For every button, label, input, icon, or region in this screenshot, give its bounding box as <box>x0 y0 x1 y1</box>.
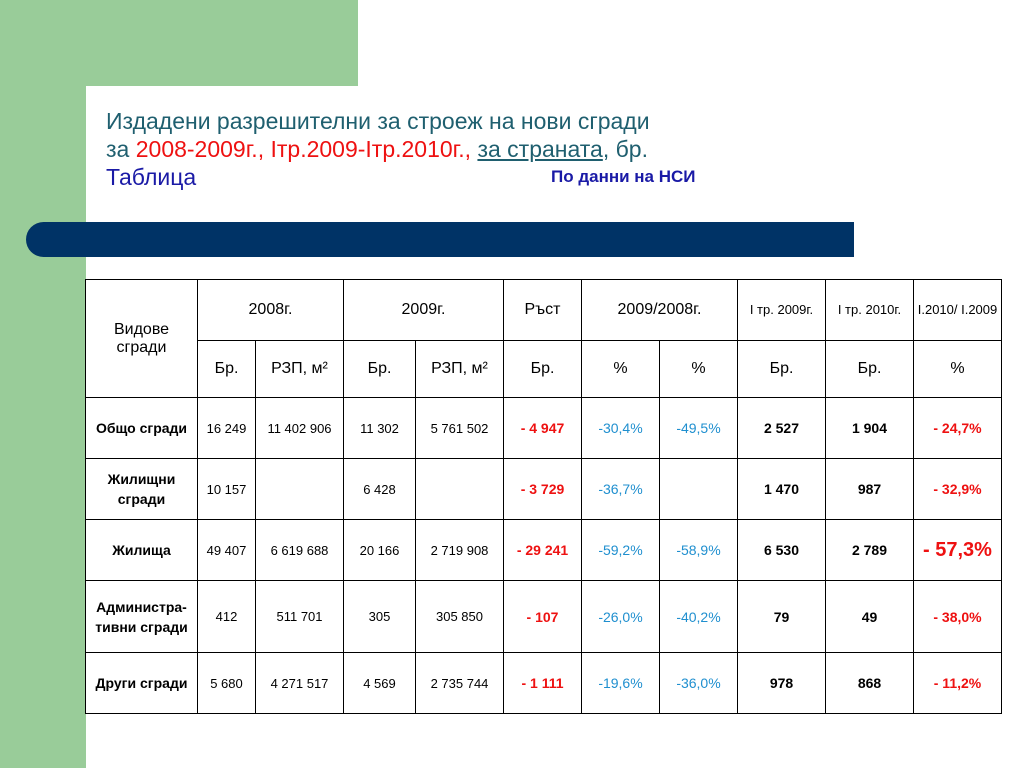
table-cell-growth: - 107 <box>504 581 582 653</box>
table-cell: 978 <box>738 653 826 714</box>
row-label: Администра-тивни сгради <box>86 581 198 653</box>
row-label: Други сгради <box>86 653 198 714</box>
table-cell-growth: - 1 111 <box>504 653 582 714</box>
decorative-green-band-left <box>0 0 86 768</box>
row-label: Жилищни сгради <box>86 459 198 520</box>
table-cell: 5 761 502 <box>416 398 504 459</box>
table-cell: 16 249 <box>198 398 256 459</box>
subheader-area: РЗП, м² <box>256 341 344 398</box>
table-cell: 1 470 <box>738 459 826 520</box>
header-building-types: Видове сгради <box>86 280 198 398</box>
subheader-count: Бр. <box>504 341 582 398</box>
table-cell: 6 530 <box>738 520 826 581</box>
table-cell-growth: - 29 241 <box>504 520 582 581</box>
table-cell-change-highlight: - 57,3% <box>914 520 1002 581</box>
table-cell: 6 619 688 <box>256 520 344 581</box>
table-cell: 49 <box>826 581 914 653</box>
subheader-count: Бр. <box>198 341 256 398</box>
table-cell <box>256 459 344 520</box>
table-cell-growth: - 4 947 <box>504 398 582 459</box>
table-cell-change: - 32,9% <box>914 459 1002 520</box>
header-row-2 <box>86 341 1002 398</box>
header-growth: Ръст <box>504 280 582 341</box>
table-cell: 10 157 <box>198 459 256 520</box>
table-cell-percent: -49,5% <box>660 398 738 459</box>
subheader-percent: % <box>582 341 660 398</box>
table-cell: 11 302 <box>344 398 416 459</box>
table-row <box>86 581 1002 653</box>
table-cell: 511 701 <box>256 581 344 653</box>
subheader-count: Бр. <box>738 341 826 398</box>
table-cell-percent: -58,9% <box>660 520 738 581</box>
header-ratio: 2009/2008г. <box>582 280 738 341</box>
table-cell-percent: -26,0% <box>582 581 660 653</box>
table-cell: 6 428 <box>344 459 416 520</box>
title-line-2 <box>106 135 746 163</box>
table-cell: 20 166 <box>344 520 416 581</box>
table-cell-percent <box>660 459 738 520</box>
header-2009: 2009г. <box>344 280 504 341</box>
table-cell: 412 <box>198 581 256 653</box>
title-country: за страната <box>477 136 603 162</box>
table-cell-change: - 24,7% <box>914 398 1002 459</box>
title-prefix: за <box>106 136 136 162</box>
subheader-percent: % <box>660 341 738 398</box>
building-permits-table <box>85 279 1002 714</box>
title-line-1: Издадени разрешителни за строеж на нови сгради <box>106 108 650 134</box>
table-cell-change: - 38,0% <box>914 581 1002 653</box>
table-cell-percent: -30,4% <box>582 398 660 459</box>
table-cell: 1 904 <box>826 398 914 459</box>
row-label: Жилища <box>86 520 198 581</box>
header-2008: 2008г. <box>198 280 344 341</box>
subheader-percent: % <box>914 341 1002 398</box>
table-cell: 2 527 <box>738 398 826 459</box>
row-label: Общо сгради <box>86 398 198 459</box>
table-cell: 5 680 <box>198 653 256 714</box>
table-row <box>86 653 1002 714</box>
table-cell: 305 850 <box>416 581 504 653</box>
header-q1-2009: I тр. 2009г. <box>738 280 826 341</box>
table-cell: 868 <box>826 653 914 714</box>
table-cell: 49 407 <box>198 520 256 581</box>
table-cell-percent: -19,6% <box>582 653 660 714</box>
title-line-3: Таблица <box>106 164 197 190</box>
table-cell: 4 569 <box>344 653 416 714</box>
header-i2010-i2009: I.2010/ I.2009 <box>914 280 1002 341</box>
table-row <box>86 520 1002 581</box>
table-cell: 987 <box>826 459 914 520</box>
title-period: 2008-2009г., Iтр.2009-Iтр.2010г., <box>135 136 472 162</box>
table-row <box>86 398 1002 459</box>
table-cell-percent: -40,2% <box>660 581 738 653</box>
decorative-green-band-top <box>0 0 358 86</box>
table-cell-percent: -36,0% <box>660 653 738 714</box>
table-cell: 79 <box>738 581 826 653</box>
subheader-area: РЗП, м² <box>416 341 504 398</box>
table-cell-percent: -59,2% <box>582 520 660 581</box>
table-cell: 2 719 908 <box>416 520 504 581</box>
table-row <box>86 459 1002 520</box>
table-cell-change: - 11,2% <box>914 653 1002 714</box>
table-cell-percent: -36,7% <box>582 459 660 520</box>
title-suffix: , бр. <box>602 136 648 162</box>
table-cell: 2 735 744 <box>416 653 504 714</box>
table-cell: 4 271 517 <box>256 653 344 714</box>
table-cell-growth: - 3 729 <box>504 459 582 520</box>
table-cell: 2 789 <box>826 520 914 581</box>
source-note: По данни на НСИ <box>551 167 696 186</box>
table-cell: 11 402 906 <box>256 398 344 459</box>
header-q1-2010: I тр. 2010г. <box>826 280 914 341</box>
header-row-1 <box>86 280 1002 341</box>
subheader-count: Бр. <box>344 341 416 398</box>
subheader-count: Бр. <box>826 341 914 398</box>
table-cell: 305 <box>344 581 416 653</box>
decorative-navy-bar <box>26 222 854 257</box>
table-cell <box>416 459 504 520</box>
